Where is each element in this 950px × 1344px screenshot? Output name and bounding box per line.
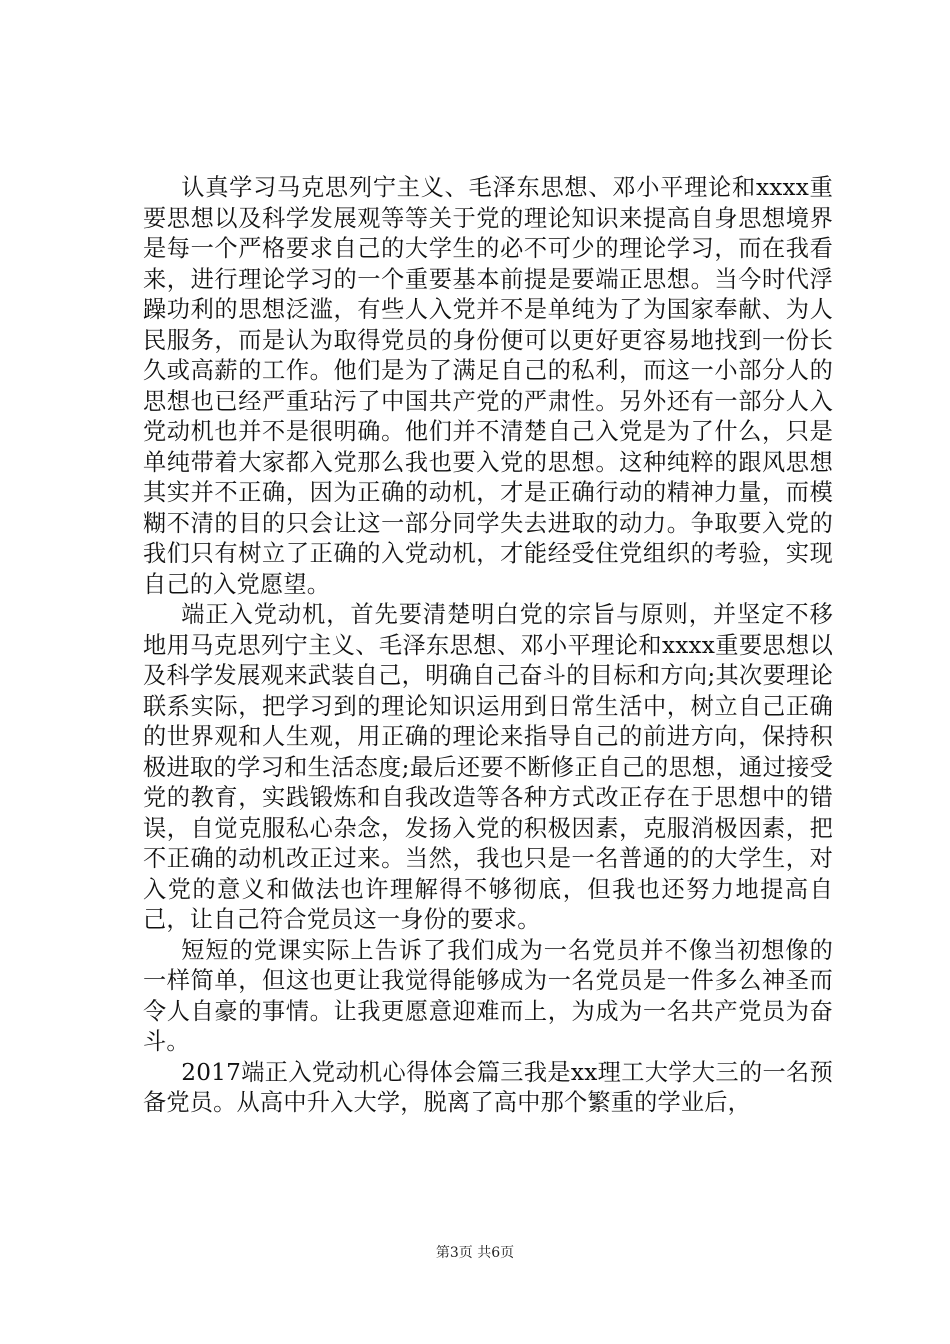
page-number-footer: 第3页 共6页 [435,1245,515,1261]
document-body [143,173,833,1119]
paragraph-1: 认真学习马克思列宁主义、毛泽东思想、邓小平理论和xxxx重要思想以及科学发展观等等关于党的理论知识来提高自身思想境界是每一个严格要求自己的大学生的必不可少的理论学习，而在我看来，进行理论学习的一个重要基本前提是要端正思想。当今时代浮躁功利的思想泛滥，有些人入党并不是单纯为了为国家奉献、为人民服务，而是认为取得党员的身份便可以更好更容易地找到一份长久或高薪的工作。他们是为了满足自己的私利，而这一小部分人的思想也已经严重玷污了中国共产党的严肃性。另外还有一部分人入党动机也并不是很明确。他们并不清楚自己入党是为了什么，只是单纯带着大家都入党那么我也要入党的思想。这种纯粹的跟风思想其实并不正确，因为正确的动机，才是正确行动的精神力量，而模糊不清的目的只会让这一部分同学失去进取的动力。争取要入党的我们只有树立了正确的入党动机，才能经受住党组织的考验，实现自己的入党愿望。 [143,174,833,598]
paragraph-2: 端正入党动机，首先要清楚明白党的宗旨与原则，并坚定不移地用马克思列宁主义、毛泽东思想、邓小平理论和xxxx重要思想以及科学发展观来武装自己，明确自己奋斗的目标和方向;其次要理论联系实际，把学习到的理论知识运用到日常生活中，树立自己正确的世界观和人生观，用正确的理论来指导自己的前进方向，保持积极进取的学习和生活态度;最后还要不断修正自己的思想，通过接受党的教育，实践锻炼和自我改造等各种方式改正存在于思想中的错误，自觉克服私心杂念，发扬入党的积极因素，克服消极因素，把不正确的动机改正过来。当然，我也只是一名普通的的大学生，对入党的意义和做法也许理解得不够彻底，但我也还努力地提高自己，让自己符合党员这一身份的要求。 [143,601,833,933]
paragraph-3: 短短的党课实际上告诉了我们成为一名党员并不像当初想像的一样简单，但这也更让我觉得能够成为一名党员是一件多么神圣而令人自豪的事情。让我更愿意迎难而上，为成为一名共产党员为奋斗。 [143,936,833,1055]
paragraph-4: 2017端正入党动机心得体会篇三我是xx理工大学大三的一名预备党员。从高中升入大学，脱离了高中那个繁重的学业后， [143,1058,833,1116]
